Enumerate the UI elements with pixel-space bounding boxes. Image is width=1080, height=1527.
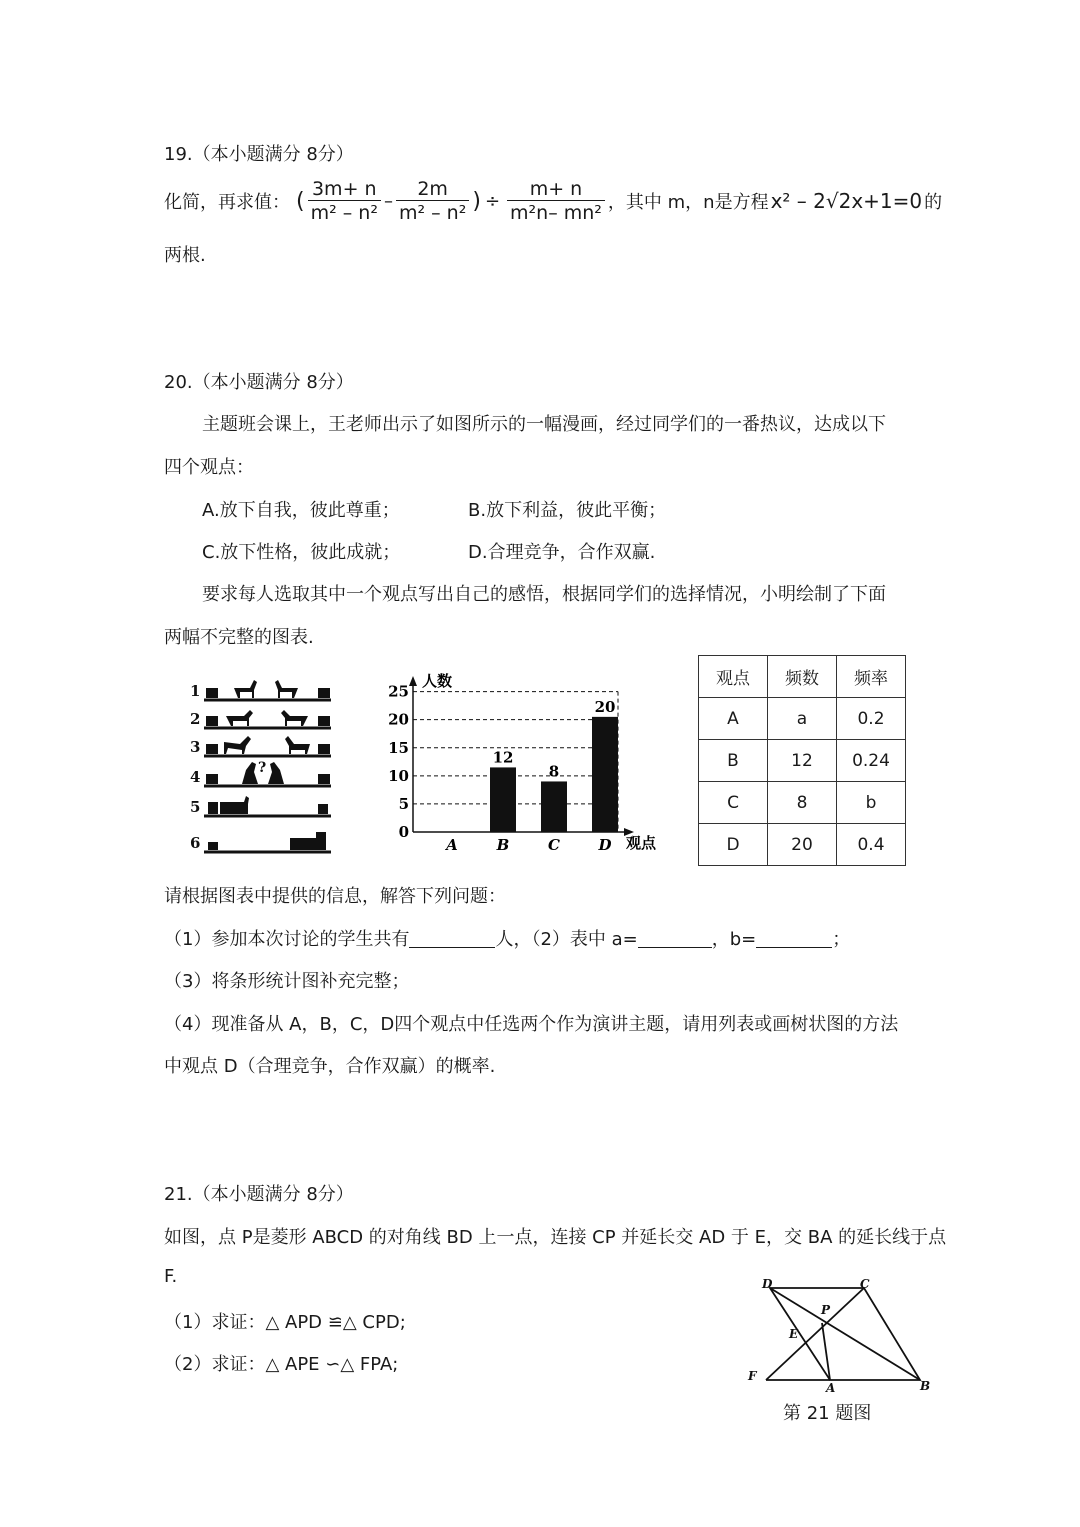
table-cell: C <box>699 782 768 824</box>
line-cf <box>766 1288 864 1380</box>
option-b: B.放下利益，彼此平衡； <box>468 500 667 521</box>
category-label: D <box>598 836 612 854</box>
frequency-table <box>698 655 906 866</box>
close-paren: ) <box>472 188 481 214</box>
data-label: 12 <box>492 748 514 767</box>
open-paren: ( <box>296 188 305 214</box>
part2-text: 人，（2）表中 a= <box>495 929 638 950</box>
table-header: 频数 <box>768 656 837 698</box>
comic-number-5: 5 <box>190 798 201 816</box>
point-d: D <box>762 1277 773 1291</box>
fraction-2 <box>396 178 469 224</box>
q20-requirement-line1: 要求每人选取其中一个观点写出自己的感悟，根据同学们的选择情况，小明绘制了下面 <box>202 584 886 605</box>
figure-caption: 第 21 题图 <box>783 1403 872 1424</box>
line-ap <box>822 1323 830 1380</box>
y-tick-label: 0 <box>398 823 409 841</box>
fraction-2-numerator: 2m <box>417 178 448 200</box>
q21-part2: （2）求证：△ APE ∽△ FPA; <box>164 1354 399 1375</box>
option-d: D.合理竞争，合作双赢. <box>468 542 656 563</box>
fraction-1-denominator: m² – n² <box>308 200 381 224</box>
svg-text:?: ? <box>258 760 267 776</box>
fraction-1-numerator: 3m+ n <box>311 178 377 200</box>
bar-d <box>592 717 618 832</box>
q20-part4-line1: （4）现准备从 A，B，C，D四个观点中任选两个作为演讲主题，请用列表或画树状图的方法 <box>164 1014 899 1035</box>
rhombus-figure <box>744 1276 936 1394</box>
comic-number-6: 6 <box>190 834 201 852</box>
comic-number-4: 4 <box>190 768 201 786</box>
answer-blank-total[interactable] <box>409 927 495 948</box>
q20-part3: （3）将条形统计图补充完整； <box>164 971 410 992</box>
table-cell: b <box>837 782 906 824</box>
table-cell: 0.2 <box>837 698 906 740</box>
y-axis-arrow <box>409 676 417 686</box>
y-tick-label: 15 <box>388 738 409 757</box>
q20-requirement-line2: 两幅不完整的图表. <box>164 627 314 648</box>
option-a: A.放下自我，彼此尊重； <box>202 500 400 521</box>
y-tick-label: 20 <box>388 710 409 729</box>
q20-intro-line2: 四个观点： <box>164 457 254 478</box>
answer-blank-b[interactable] <box>756 927 832 948</box>
comic-number-3: 3 <box>190 738 201 756</box>
x-axis-label: 观点 <box>626 834 657 852</box>
y-tick-label: 5 <box>398 794 409 813</box>
point-e: E <box>789 1327 799 1341</box>
fraction-3-denominator: m²n– mn² <box>507 200 605 224</box>
y-tick-label: 25 <box>388 682 409 701</box>
table-cell: B <box>699 740 768 782</box>
table-cell: 12 <box>768 740 837 782</box>
category-labels <box>444 836 611 854</box>
table-header: 频率 <box>837 656 906 698</box>
fraction-1 <box>308 178 381 224</box>
y-axis-label: 人数 <box>422 672 453 690</box>
table-cell: A <box>699 698 768 740</box>
point-b: B <box>920 1379 931 1393</box>
comic-number-2: 2 <box>190 710 201 728</box>
part2-end: ； <box>832 929 851 950</box>
option-c: C.放下性格，彼此成就； <box>202 542 401 563</box>
q19-title: 19.（本小题满分 8分） <box>164 144 354 165</box>
bar-c <box>541 781 567 832</box>
table-cell: 20 <box>768 824 837 866</box>
point-a: A <box>826 1381 836 1394</box>
bar-chart <box>386 664 668 864</box>
y-tick-label: 10 <box>388 766 409 785</box>
point-c: C <box>860 1277 870 1291</box>
q21-text-line1: 如图，点 P是菱形 ABCD 的对角线 BD 上一点，连接 CP 并延长交 AD 于 E，交 BA 的延长线于点 <box>164 1227 947 1248</box>
part1-text: （1）参加本次讨论的学生共有 <box>164 929 410 950</box>
fraction-2-denominator: m² – n² <box>396 200 469 224</box>
q20-after-text: 请根据图表中提供的信息，解答下列问题： <box>164 886 506 907</box>
point-p: P <box>821 1303 831 1317</box>
q20-intro-line1: 主题班会课上，王老师出示了如图所示的一幅漫画，经过同学们的一番热议，达成以下 <box>202 414 886 435</box>
category-label: C <box>548 836 560 854</box>
table-cell: a <box>768 698 837 740</box>
data-label: 8 <box>548 762 560 781</box>
fraction-3-numerator: m+ n <box>529 178 583 200</box>
fraction-3 <box>507 178 605 224</box>
table-row <box>699 740 906 782</box>
category-label: A <box>446 836 458 854</box>
table-cell: 0.4 <box>837 824 906 866</box>
bar-b <box>490 767 516 832</box>
data-label: 20 <box>594 697 616 716</box>
q19-line2: 两根. <box>164 245 206 266</box>
q21-part1: （1）求证：△ APD ≌△ CPD; <box>164 1312 406 1333</box>
q19-condition: ，其中 m，n是方程 <box>607 192 769 213</box>
table-row <box>699 782 906 824</box>
y-tick-labels <box>388 683 409 841</box>
q20-part1-line <box>164 925 850 951</box>
table-row <box>699 824 906 866</box>
divide-sign: ÷ <box>484 190 501 212</box>
answer-blank-a[interactable] <box>638 927 712 948</box>
table-cell: 8 <box>768 782 837 824</box>
table-header: 观点 <box>699 656 768 698</box>
minus-sign: – <box>383 190 393 212</box>
table-row <box>699 698 906 740</box>
cartoon-comic <box>186 668 346 860</box>
q20-part4-line2: 中观点 D（合理竞争，合作双赢）的概率. <box>164 1056 496 1077</box>
category-label: B <box>496 836 510 854</box>
point-f: F <box>748 1369 757 1383</box>
table-header-row <box>699 656 906 698</box>
q19-prompt: 化简，再求值： <box>164 192 290 213</box>
q19-equation: x² – 2√2x+1=0 <box>770 189 923 213</box>
q19-expression-line <box>164 171 942 231</box>
comic-number-1: 1 <box>190 682 201 700</box>
q21-text-line2: F. <box>164 1266 178 1287</box>
q19-de: 的 <box>924 192 943 213</box>
q21-title: 21.（本小题满分 8分） <box>164 1184 354 1205</box>
table-cell: 0.24 <box>837 740 906 782</box>
part2-b-text: ，b= <box>711 929 757 950</box>
table-cell: D <box>699 824 768 866</box>
q20-title: 20.（本小题满分 8分） <box>164 372 354 393</box>
